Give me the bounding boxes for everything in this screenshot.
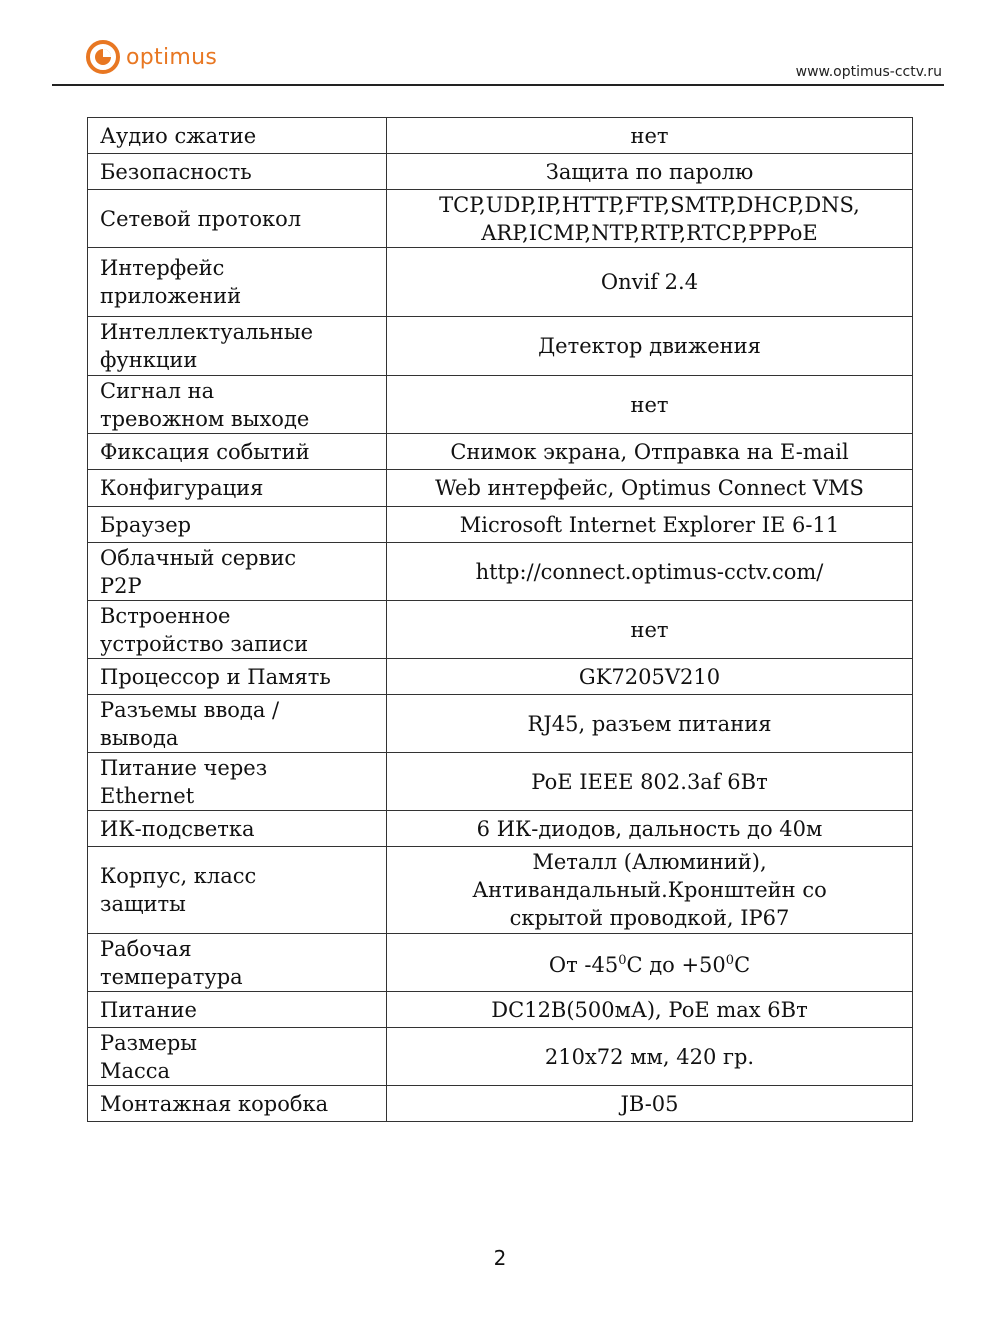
table-row — [88, 601, 913, 659]
spec-value: нет — [630, 123, 669, 148]
spec-value: нет — [630, 392, 669, 417]
spec-value-cell — [387, 543, 913, 601]
spec-label: Браузер — [100, 512, 192, 537]
table-row — [88, 154, 913, 190]
table-row — [88, 992, 913, 1028]
spec-label: ИК-подсветка — [100, 816, 255, 841]
site-url: www.optimus-cctv.ru — [795, 64, 942, 80]
spec-label-cell — [88, 190, 387, 248]
table-row — [88, 376, 913, 434]
table-row — [88, 317, 913, 376]
spec-value-cell — [387, 434, 913, 470]
spec-label-cell — [88, 811, 387, 847]
spec-value: 210x72 мм, 420 гр. — [544, 1044, 755, 1069]
spec-value-cell — [387, 190, 913, 248]
table-row — [88, 507, 913, 543]
brand-logo — [86, 40, 217, 74]
spec-value: Детектор движения — [538, 334, 761, 358]
spec-label-cell — [88, 543, 387, 601]
spec-value-cell — [387, 317, 913, 376]
spec-label-cell — [88, 992, 387, 1028]
spec-value: Металл (Алюминий), Антивандальный.Кронштейн со скрытой проводкой, IP67 — [472, 850, 827, 930]
spec-value-cell — [387, 934, 913, 992]
spec-value-cell — [387, 659, 913, 695]
spec-value-cell — [387, 601, 913, 659]
spec-label: Встроенное устройство записи — [100, 603, 309, 656]
spec-label: Безопасность — [100, 159, 252, 184]
page-number: 2 — [493, 1246, 507, 1270]
spec-label: Монтажная коробка — [100, 1091, 329, 1116]
spec-label-cell — [88, 753, 387, 811]
table-row — [88, 1028, 913, 1086]
spec-label: Сетевой протокол — [100, 206, 302, 231]
spec-label: Интерфейс приложений — [100, 256, 242, 308]
spec-label: Питание — [100, 997, 197, 1022]
spec-value: 6 ИК-диодов, дальность до 40м — [476, 816, 823, 841]
spec-label-cell — [88, 248, 387, 317]
spec-label-cell — [88, 434, 387, 470]
page-header — [0, 0, 1000, 90]
spec-value-cell — [387, 118, 913, 154]
spec-label-cell — [88, 1086, 387, 1122]
spec-value-cell — [387, 695, 913, 753]
spec-label-cell — [88, 507, 387, 543]
spec-label-cell — [88, 470, 387, 507]
optimus-logo-icon — [86, 40, 120, 74]
spec-value-cell — [387, 248, 913, 317]
table-row — [88, 695, 913, 753]
spec-label-cell — [88, 154, 387, 190]
spec-label: Разъемы ввода / вывода — [100, 697, 280, 750]
table-row — [88, 543, 913, 601]
spec-value: JB-05 — [620, 1091, 679, 1116]
spec-value: Защита по паролю — [545, 159, 754, 184]
degree-superscript: 0 — [618, 952, 627, 968]
spec-value-part: С до +50 — [626, 952, 726, 977]
spec-label-cell — [88, 934, 387, 992]
table-row — [88, 934, 913, 992]
spec-label-cell — [88, 659, 387, 695]
header-divider — [52, 84, 944, 86]
spec-label: Размеры Масса — [100, 1030, 198, 1083]
spec-label-cell — [88, 376, 387, 434]
spec-label: Конфигурация — [100, 476, 264, 500]
spec-value-cell — [387, 470, 913, 507]
spec-value: PoE IEEE 802.3af 6Вт — [531, 769, 768, 794]
spec-label: Интеллектуальные функции — [100, 320, 313, 372]
spec-label: Аудио сжатие — [100, 123, 257, 148]
spec-label-cell — [88, 118, 387, 154]
spec-label: Фиксация событий — [100, 439, 310, 464]
specifications-table-body — [88, 118, 913, 1122]
spec-label-cell — [88, 695, 387, 753]
table-row — [88, 248, 913, 317]
spec-label: Облачный сервис P2P — [100, 545, 297, 598]
spec-label: Питание через Ethernet — [100, 755, 268, 808]
spec-label: Процессор и Память — [100, 664, 331, 689]
degree-superscript: 0 — [725, 952, 735, 968]
spec-label: Рабочая температура — [100, 936, 243, 989]
spec-value: DC12В(500мА), PoE max 6Вт — [491, 997, 808, 1022]
table-row — [88, 1086, 913, 1122]
spec-label-cell — [88, 847, 387, 934]
spec-value-part: От -45 — [548, 952, 619, 977]
specifications-table — [87, 117, 913, 1122]
spec-value-cell — [387, 1086, 913, 1122]
spec-value-cell — [387, 992, 913, 1028]
spec-value: Onvif 2.4 — [600, 270, 699, 294]
spec-label: Корпус, класс защиты — [100, 864, 257, 916]
spec-value-cell — [387, 507, 913, 543]
spec-value-cell — [387, 1028, 913, 1086]
spec-label-cell — [88, 1028, 387, 1086]
spec-value-cell — [387, 847, 913, 934]
spec-value: нет — [630, 617, 669, 642]
spec-value: http://connect.optimus-cctv.com/ — [475, 559, 824, 584]
table-row — [88, 190, 913, 248]
table-row — [88, 470, 913, 507]
spec-value: Web интерфейс, Optimus Connect VMS — [435, 476, 864, 500]
spec-value: RJ45, разъем питания — [527, 711, 772, 736]
table-row — [88, 434, 913, 470]
table-row — [88, 811, 913, 847]
spec-value-cell — [387, 154, 913, 190]
table-row — [88, 847, 913, 934]
spec-value-cell — [387, 811, 913, 847]
spec-value: GK7205V210 — [578, 664, 721, 689]
spec-value-part: С — [734, 952, 751, 977]
table-row — [88, 118, 913, 154]
spec-value: Microsoft Internet Explorer IE 6-11 — [459, 512, 840, 537]
logo-text: optimus — [126, 44, 218, 70]
spec-value-cell — [387, 753, 913, 811]
table-row — [88, 753, 913, 811]
spec-value — [393, 947, 906, 979]
spec-value-cell — [387, 376, 913, 434]
spec-value: Снимок экрана, Отправка на E-mail — [450, 439, 849, 464]
spec-label-cell — [88, 317, 387, 376]
spec-value: TCP,UDP,IP,HTTP,FTP,SMTP,DHCP,DNS, ARP,ICMP,NTP,RTP,RTCP,PPPoE — [439, 192, 860, 245]
table-row — [88, 659, 913, 695]
spec-label-cell — [88, 601, 387, 659]
spec-label: Сигнал на тревожном выходе — [100, 378, 310, 431]
